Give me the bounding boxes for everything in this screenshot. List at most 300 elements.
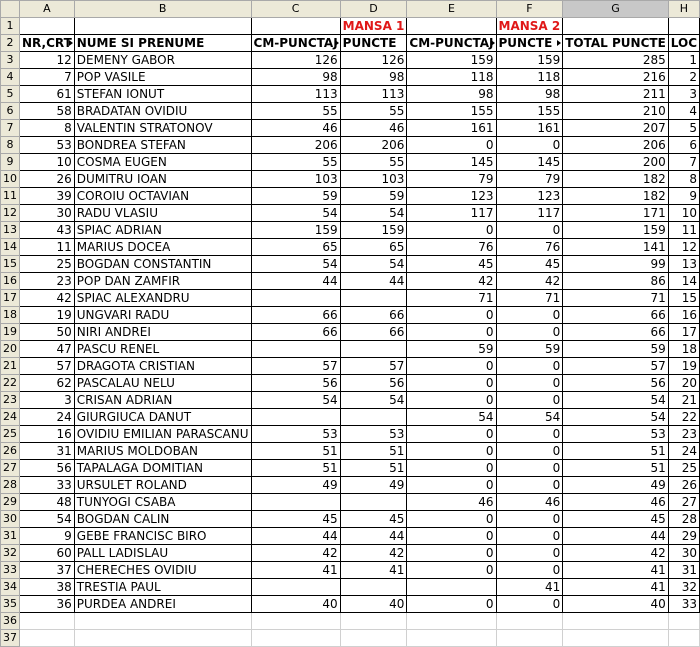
row-header[interactable]: 30 xyxy=(1,511,20,528)
cell-name[interactable]: BOGDAN CALIN xyxy=(74,511,251,528)
cell-puncte-1[interactable]: 55 xyxy=(340,154,407,171)
row-header[interactable]: 13 xyxy=(1,222,20,239)
cell-name[interactable]: TUNYOGI CSABA xyxy=(74,494,251,511)
cell-loc[interactable]: 12 xyxy=(668,239,699,256)
cell-loc[interactable]: 15 xyxy=(668,290,699,307)
cell-total-puncte[interactable]: 211 xyxy=(563,86,669,103)
cell-cm-punctaj-2[interactable]: 0 xyxy=(407,528,496,545)
cell-cm-punctaj-2[interactable]: 79 xyxy=(407,171,496,188)
row-header[interactable]: 34 xyxy=(1,579,20,596)
mansa2-label[interactable]: MANSA 2 xyxy=(496,18,563,35)
cell-nr[interactable]: 57 xyxy=(20,358,75,375)
cell-h1[interactable] xyxy=(668,18,699,35)
empty-cell[interactable] xyxy=(496,630,563,647)
cell-nr[interactable]: 25 xyxy=(20,256,75,273)
cell-cm-punctaj-2[interactable]: 76 xyxy=(407,239,496,256)
cell-total-puncte[interactable]: 40 xyxy=(563,596,669,613)
cell-nr[interactable]: 26 xyxy=(20,171,75,188)
cell-cm-punctaj-1[interactable]: 126 xyxy=(251,52,340,69)
cell-cm-punctaj-1[interactable]: 59 xyxy=(251,188,340,205)
cell-puncte-1[interactable]: 113 xyxy=(340,86,407,103)
cell-total-puncte[interactable]: 57 xyxy=(563,358,669,375)
cell-cm-punctaj-1[interactable]: 46 xyxy=(251,120,340,137)
header-puncte-1[interactable]: PUNCTE xyxy=(340,35,407,52)
cell-loc[interactable]: 7 xyxy=(668,154,699,171)
cell-cm-punctaj-1[interactable] xyxy=(251,409,340,426)
cell-nr[interactable]: 47 xyxy=(20,341,75,358)
cell-nr[interactable]: 38 xyxy=(20,579,75,596)
cell-nr[interactable]: 60 xyxy=(20,545,75,562)
cell-nr[interactable]: 56 xyxy=(20,460,75,477)
cell-puncte-1[interactable]: 49 xyxy=(340,477,407,494)
cell-nr[interactable]: 62 xyxy=(20,375,75,392)
cell-nr[interactable]: 9 xyxy=(20,528,75,545)
cell-puncte-2[interactable]: 0 xyxy=(496,222,563,239)
empty-cell[interactable] xyxy=(563,613,669,630)
column-header-b[interactable]: B xyxy=(74,1,251,18)
column-header-e[interactable]: E xyxy=(407,1,496,18)
header-loc[interactable]: LOC xyxy=(668,35,699,52)
cell-loc[interactable]: 13 xyxy=(668,256,699,273)
cell-nr[interactable]: 50 xyxy=(20,324,75,341)
cell-cm-punctaj-1[interactable]: 40 xyxy=(251,596,340,613)
row-header[interactable]: 26 xyxy=(1,443,20,460)
cell-loc[interactable]: 27 xyxy=(668,494,699,511)
cell-cm-punctaj-2[interactable]: 0 xyxy=(407,477,496,494)
cell-name[interactable]: PALL LADISLAU xyxy=(74,545,251,562)
cell-puncte-2[interactable]: 155 xyxy=(496,103,563,120)
cell-cm-punctaj-1[interactable]: 65 xyxy=(251,239,340,256)
row-header[interactable]: 10 xyxy=(1,171,20,188)
cell-total-puncte[interactable]: 159 xyxy=(563,222,669,239)
cell-cm-punctaj-1[interactable]: 45 xyxy=(251,511,340,528)
cell-nr[interactable]: 12 xyxy=(20,52,75,69)
cell-puncte-2[interactable]: 0 xyxy=(496,443,563,460)
cell-nr[interactable]: 36 xyxy=(20,596,75,613)
cell-nr[interactable]: 61 xyxy=(20,86,75,103)
cell-total-puncte[interactable]: 141 xyxy=(563,239,669,256)
empty-cell[interactable] xyxy=(251,613,340,630)
cell-loc[interactable]: 6 xyxy=(668,137,699,154)
cell-puncte-2[interactable]: 159 xyxy=(496,52,563,69)
cell-total-puncte[interactable]: 41 xyxy=(563,562,669,579)
cell-puncte-2[interactable]: 98 xyxy=(496,86,563,103)
cell-nr[interactable]: 3 xyxy=(20,392,75,409)
cell-loc[interactable]: 10 xyxy=(668,205,699,222)
row-header[interactable]: 14 xyxy=(1,239,20,256)
cell-total-puncte[interactable]: 53 xyxy=(563,426,669,443)
cell-name[interactable]: POP DAN ZAMFIR xyxy=(74,273,251,290)
cell-name[interactable]: COROIU OCTAVIAN xyxy=(74,188,251,205)
cell-puncte-2[interactable]: 123 xyxy=(496,188,563,205)
cell-cm-punctaj-1[interactable]: 51 xyxy=(251,443,340,460)
row-header[interactable]: 37 xyxy=(1,630,20,647)
cell-cm-punctaj-2[interactable]: 0 xyxy=(407,375,496,392)
cell-nr[interactable]: 24 xyxy=(20,409,75,426)
cell-cm-punctaj-1[interactable]: 53 xyxy=(251,426,340,443)
cell-puncte-2[interactable]: 42 xyxy=(496,273,563,290)
cell-total-puncte[interactable]: 182 xyxy=(563,171,669,188)
cell-cm-punctaj-2[interactable]: 118 xyxy=(407,69,496,86)
cell-name[interactable]: RADU VLASIU xyxy=(74,205,251,222)
cell-cm-punctaj-1[interactable]: 54 xyxy=(251,392,340,409)
cell-cm-punctaj-1[interactable]: 57 xyxy=(251,358,340,375)
cell-cm-punctaj-2[interactable]: 0 xyxy=(407,307,496,324)
row-header[interactable]: 28 xyxy=(1,477,20,494)
cell-loc[interactable]: 20 xyxy=(668,375,699,392)
cell-total-puncte[interactable]: 41 xyxy=(563,579,669,596)
cell-puncte-2[interactable]: 79 xyxy=(496,171,563,188)
cell-puncte-1[interactable]: 45 xyxy=(340,511,407,528)
cell-puncte-1[interactable]: 54 xyxy=(340,256,407,273)
cell-cm-punctaj-2[interactable]: 0 xyxy=(407,324,496,341)
row-header[interactable]: 15 xyxy=(1,256,20,273)
cell-puncte-1[interactable]: 103 xyxy=(340,171,407,188)
cell-loc[interactable]: 32 xyxy=(668,579,699,596)
row-header[interactable]: 17 xyxy=(1,290,20,307)
cell-loc[interactable]: 2 xyxy=(668,69,699,86)
cell-total-puncte[interactable]: 66 xyxy=(563,324,669,341)
row-header[interactable]: 20 xyxy=(1,341,20,358)
cell-loc[interactable]: 18 xyxy=(668,341,699,358)
cell-puncte-2[interactable]: 46 xyxy=(496,494,563,511)
cell-cm-punctaj-2[interactable]: 123 xyxy=(407,188,496,205)
cell-puncte-2[interactable]: 0 xyxy=(496,460,563,477)
cell-name[interactable]: PASCU RENEL xyxy=(74,341,251,358)
cell-puncte-2[interactable]: 145 xyxy=(496,154,563,171)
cell-nr[interactable]: 31 xyxy=(20,443,75,460)
cell-cm-punctaj-2[interactable]: 155 xyxy=(407,103,496,120)
cell-nr[interactable]: 33 xyxy=(20,477,75,494)
row-header[interactable]: 3 xyxy=(1,52,20,69)
cell-puncte-1[interactable]: 40 xyxy=(340,596,407,613)
cell-nr[interactable]: 19 xyxy=(20,307,75,324)
cell-total-puncte[interactable]: 56 xyxy=(563,375,669,392)
cell-loc[interactable]: 9 xyxy=(668,188,699,205)
cell-cm-punctaj-1[interactable]: 55 xyxy=(251,154,340,171)
cell-nr[interactable]: 37 xyxy=(20,562,75,579)
cell-total-puncte[interactable]: 59 xyxy=(563,341,669,358)
cell-cm-punctaj-2[interactable]: 42 xyxy=(407,273,496,290)
cell-nr[interactable]: 42 xyxy=(20,290,75,307)
cell-cm-punctaj-2[interactable]: 0 xyxy=(407,392,496,409)
cell-puncte-1[interactable] xyxy=(340,290,407,307)
row-header[interactable]: 11 xyxy=(1,188,20,205)
cell-cm-punctaj-2[interactable]: 161 xyxy=(407,120,496,137)
cell-cm-punctaj-1[interactable]: 113 xyxy=(251,86,340,103)
row-header[interactable]: 12 xyxy=(1,205,20,222)
cell-puncte-2[interactable]: 0 xyxy=(496,307,563,324)
cell-loc[interactable]: 30 xyxy=(668,545,699,562)
cell-loc[interactable]: 31 xyxy=(668,562,699,579)
cell-cm-punctaj-2[interactable]: 145 xyxy=(407,154,496,171)
cell-name[interactable]: BRADATAN OVIDIU xyxy=(74,103,251,120)
cell-loc[interactable]: 19 xyxy=(668,358,699,375)
cell-loc[interactable]: 23 xyxy=(668,426,699,443)
cell-puncte-1[interactable]: 56 xyxy=(340,375,407,392)
cell-cm-punctaj-1[interactable] xyxy=(251,341,340,358)
cell-nr[interactable]: 48 xyxy=(20,494,75,511)
cell-puncte-1[interactable]: 44 xyxy=(340,273,407,290)
cell-name[interactable]: MARIUS DOCEA xyxy=(74,239,251,256)
cell-total-puncte[interactable]: 285 xyxy=(563,52,669,69)
row-header[interactable]: 33 xyxy=(1,562,20,579)
row-header[interactable]: 25 xyxy=(1,426,20,443)
cell-puncte-1[interactable] xyxy=(340,341,407,358)
row-header[interactable]: 22 xyxy=(1,375,20,392)
cell-cm-punctaj-1[interactable]: 42 xyxy=(251,545,340,562)
cell-puncte-1[interactable]: 41 xyxy=(340,562,407,579)
cell-total-puncte[interactable]: 210 xyxy=(563,103,669,120)
cell-cm-punctaj-1[interactable]: 56 xyxy=(251,375,340,392)
empty-cell[interactable] xyxy=(20,613,75,630)
cell-puncte-2[interactable]: 117 xyxy=(496,205,563,222)
cell-puncte-2[interactable]: 45 xyxy=(496,256,563,273)
cell-cm-punctaj-2[interactable]: 71 xyxy=(407,290,496,307)
cell-cm-punctaj-2[interactable]: 0 xyxy=(407,596,496,613)
empty-cell[interactable] xyxy=(496,613,563,630)
cell-name[interactable]: POP VASILE xyxy=(74,69,251,86)
row-header[interactable]: 24 xyxy=(1,409,20,426)
mansa1-label[interactable]: MANSA 1 xyxy=(340,18,407,35)
row-header[interactable]: 36 xyxy=(1,613,20,630)
cell-name[interactable]: CRISAN ADRIAN xyxy=(74,392,251,409)
column-header-c[interactable]: C xyxy=(251,1,340,18)
cell-total-puncte[interactable]: 66 xyxy=(563,307,669,324)
cell-name[interactable]: SPIAC ALEXANDRU xyxy=(74,290,251,307)
column-header-d[interactable]: D xyxy=(340,1,407,18)
cell-cm-punctaj-1[interactable]: 44 xyxy=(251,273,340,290)
cell-name[interactable]: NIRI ANDREI xyxy=(74,324,251,341)
row-header[interactable]: 1 xyxy=(1,18,20,35)
cell-puncte-1[interactable]: 51 xyxy=(340,443,407,460)
cell-puncte-2[interactable]: 0 xyxy=(496,375,563,392)
cell-total-puncte[interactable]: 86 xyxy=(563,273,669,290)
cell-puncte-2[interactable]: 0 xyxy=(496,392,563,409)
cell-name[interactable]: GEBE FRANCISC BIRO xyxy=(74,528,251,545)
cell-puncte-2[interactable]: 0 xyxy=(496,596,563,613)
cell-cm-punctaj-2[interactable] xyxy=(407,579,496,596)
header-nr-crt[interactable]: NR,CRT xyxy=(20,35,75,52)
cell-name[interactable]: DRAGOTA CRISTIAN xyxy=(74,358,251,375)
cell-puncte-1[interactable]: 126 xyxy=(340,52,407,69)
cell-cm-punctaj-2[interactable]: 0 xyxy=(407,426,496,443)
cell-loc[interactable]: 3 xyxy=(668,86,699,103)
cell-puncte-1[interactable]: 98 xyxy=(340,69,407,86)
cell-cm-punctaj-1[interactable]: 206 xyxy=(251,137,340,154)
row-header[interactable]: 32 xyxy=(1,545,20,562)
cell-puncte-2[interactable]: 118 xyxy=(496,69,563,86)
cell-cm-punctaj-2[interactable]: 59 xyxy=(407,341,496,358)
cell-total-puncte[interactable]: 182 xyxy=(563,188,669,205)
cell-puncte-1[interactable]: 206 xyxy=(340,137,407,154)
cell-name[interactable]: VALENTIN STRATONOV xyxy=(74,120,251,137)
cell-loc[interactable]: 4 xyxy=(668,103,699,120)
row-header[interactable]: 4 xyxy=(1,69,20,86)
cell-puncte-1[interactable]: 46 xyxy=(340,120,407,137)
cell-total-puncte[interactable]: 216 xyxy=(563,69,669,86)
cell-puncte-2[interactable]: 0 xyxy=(496,545,563,562)
cell-puncte-1[interactable]: 66 xyxy=(340,307,407,324)
cell-puncte-2[interactable]: 0 xyxy=(496,477,563,494)
cell-cm-punctaj-2[interactable]: 117 xyxy=(407,205,496,222)
cell-puncte-2[interactable]: 0 xyxy=(496,426,563,443)
cell-cm-punctaj-1[interactable] xyxy=(251,494,340,511)
cell-puncte-1[interactable]: 54 xyxy=(340,392,407,409)
cell-total-puncte[interactable]: 99 xyxy=(563,256,669,273)
cell-cm-punctaj-2[interactable]: 0 xyxy=(407,562,496,579)
cell-puncte-2[interactable]: 0 xyxy=(496,324,563,341)
cell-total-puncte[interactable]: 200 xyxy=(563,154,669,171)
cell-name[interactable]: MARIUS MOLDOBAN xyxy=(74,443,251,460)
cell-loc[interactable]: 17 xyxy=(668,324,699,341)
cell-loc[interactable]: 11 xyxy=(668,222,699,239)
row-header[interactable]: 16 xyxy=(1,273,20,290)
cell-nr[interactable]: 58 xyxy=(20,103,75,120)
cell-loc[interactable]: 29 xyxy=(668,528,699,545)
cell-loc[interactable]: 33 xyxy=(668,596,699,613)
cell-puncte-2[interactable]: 41 xyxy=(496,579,563,596)
empty-cell[interactable] xyxy=(668,613,699,630)
cell-name[interactable]: SPIAC ADRIAN xyxy=(74,222,251,239)
cell-puncte-1[interactable]: 42 xyxy=(340,545,407,562)
cell-total-puncte[interactable]: 54 xyxy=(563,409,669,426)
cell-cm-punctaj-1[interactable]: 66 xyxy=(251,307,340,324)
cell-cm-punctaj-2[interactable]: 54 xyxy=(407,409,496,426)
cell-nr[interactable]: 10 xyxy=(20,154,75,171)
cell-puncte-1[interactable]: 66 xyxy=(340,324,407,341)
empty-cell[interactable] xyxy=(340,630,407,647)
empty-cell[interactable] xyxy=(563,630,669,647)
cell-cm-punctaj-2[interactable]: 0 xyxy=(407,460,496,477)
cell-total-puncte[interactable]: 49 xyxy=(563,477,669,494)
cell-puncte-2[interactable]: 0 xyxy=(496,528,563,545)
empty-cell[interactable] xyxy=(407,630,496,647)
cell-loc[interactable]: 8 xyxy=(668,171,699,188)
cell-name[interactable]: DUMITRU IOAN xyxy=(74,171,251,188)
cell-puncte-1[interactable]: 53 xyxy=(340,426,407,443)
column-header-f[interactable]: F xyxy=(496,1,563,18)
cell-puncte-1[interactable] xyxy=(340,409,407,426)
cell-total-puncte[interactable]: 51 xyxy=(563,443,669,460)
row-header[interactable]: 2 xyxy=(1,35,20,52)
cell-loc[interactable]: 25 xyxy=(668,460,699,477)
cell-a1[interactable] xyxy=(20,18,75,35)
cell-cm-punctaj-2[interactable]: 159 xyxy=(407,52,496,69)
row-header[interactable]: 8 xyxy=(1,137,20,154)
cell-cm-punctaj-2[interactable]: 0 xyxy=(407,511,496,528)
cell-loc[interactable]: 24 xyxy=(668,443,699,460)
column-header-a[interactable]: A xyxy=(20,1,75,18)
cell-loc[interactable]: 1 xyxy=(668,52,699,69)
row-header[interactable]: 6 xyxy=(1,103,20,120)
cell-total-puncte[interactable]: 45 xyxy=(563,511,669,528)
cell-nr[interactable]: 53 xyxy=(20,137,75,154)
cell-puncte-2[interactable]: 0 xyxy=(496,137,563,154)
cell-cm-punctaj-1[interactable] xyxy=(251,290,340,307)
cell-cm-punctaj-1[interactable]: 44 xyxy=(251,528,340,545)
cell-cm-punctaj-1[interactable]: 66 xyxy=(251,324,340,341)
cell-name[interactable]: PURDEA ANDREI xyxy=(74,596,251,613)
cell-total-puncte[interactable]: 171 xyxy=(563,205,669,222)
empty-cell[interactable] xyxy=(340,613,407,630)
cell-loc[interactable]: 16 xyxy=(668,307,699,324)
cell-cm-punctaj-2[interactable]: 46 xyxy=(407,494,496,511)
cell-cm-punctaj-2[interactable]: 0 xyxy=(407,137,496,154)
cell-name[interactable]: TAPALAGA DOMITIAN xyxy=(74,460,251,477)
cell-loc[interactable]: 14 xyxy=(668,273,699,290)
cell-cm-punctaj-1[interactable]: 41 xyxy=(251,562,340,579)
column-header-g[interactable]: G xyxy=(563,1,669,18)
cell-total-puncte[interactable]: 207 xyxy=(563,120,669,137)
cell-nr[interactable]: 30 xyxy=(20,205,75,222)
cell-cm-punctaj-1[interactable]: 51 xyxy=(251,460,340,477)
row-header[interactable]: 23 xyxy=(1,392,20,409)
cell-nr[interactable]: 8 xyxy=(20,120,75,137)
cell-puncte-2[interactable]: 0 xyxy=(496,562,563,579)
row-header[interactable]: 19 xyxy=(1,324,20,341)
cell-cm-punctaj-2[interactable]: 98 xyxy=(407,86,496,103)
empty-cell[interactable] xyxy=(407,613,496,630)
cell-total-puncte[interactable]: 51 xyxy=(563,460,669,477)
cell-loc[interactable]: 26 xyxy=(668,477,699,494)
cell-name[interactable]: BOGDAN CONSTANTIN xyxy=(74,256,251,273)
cell-name[interactable]: CHERECHES OVIDIU xyxy=(74,562,251,579)
cell-nr[interactable]: 23 xyxy=(20,273,75,290)
cell-cm-punctaj-1[interactable]: 103 xyxy=(251,171,340,188)
cell-nr[interactable]: 7 xyxy=(20,69,75,86)
select-all-corner[interactable] xyxy=(1,1,20,18)
cell-name[interactable]: URSULET ROLAND xyxy=(74,477,251,494)
cell-loc[interactable]: 22 xyxy=(668,409,699,426)
cell-cm-punctaj-2[interactable]: 0 xyxy=(407,222,496,239)
cell-cm-punctaj-1[interactable] xyxy=(251,579,340,596)
cell-total-puncte[interactable]: 54 xyxy=(563,392,669,409)
column-header-h[interactable]: H xyxy=(668,1,699,18)
cell-cm-punctaj-1[interactable]: 54 xyxy=(251,256,340,273)
row-header[interactable]: 21 xyxy=(1,358,20,375)
row-header[interactable]: 5 xyxy=(1,86,20,103)
cell-total-puncte[interactable]: 206 xyxy=(563,137,669,154)
cell-puncte-2[interactable]: 0 xyxy=(496,511,563,528)
cell-cm-punctaj-2[interactable]: 0 xyxy=(407,443,496,460)
row-header[interactable]: 18 xyxy=(1,307,20,324)
cell-total-puncte[interactable]: 46 xyxy=(563,494,669,511)
row-header[interactable]: 35 xyxy=(1,596,20,613)
cell-puncte-2[interactable]: 59 xyxy=(496,341,563,358)
cell-puncte-1[interactable]: 54 xyxy=(340,205,407,222)
cell-puncte-1[interactable]: 51 xyxy=(340,460,407,477)
cell-cm-punctaj-1[interactable]: 54 xyxy=(251,205,340,222)
header-cm-punctaj-1[interactable]: CM-PUNCTAJ xyxy=(251,35,340,52)
empty-cell[interactable] xyxy=(74,630,251,647)
cell-puncte-1[interactable]: 57 xyxy=(340,358,407,375)
row-header[interactable]: 29 xyxy=(1,494,20,511)
cell-nr[interactable]: 16 xyxy=(20,426,75,443)
cell-cm-punctaj-1[interactable]: 49 xyxy=(251,477,340,494)
cell-loc[interactable]: 5 xyxy=(668,120,699,137)
cell-puncte-2[interactable]: 161 xyxy=(496,120,563,137)
cell-name[interactable]: DEMENY GABOR xyxy=(74,52,251,69)
cell-cm-punctaj-2[interactable]: 0 xyxy=(407,545,496,562)
empty-cell[interactable] xyxy=(74,613,251,630)
row-header[interactable]: 27 xyxy=(1,460,20,477)
header-total-puncte[interactable]: TOTAL PUNCTE xyxy=(563,35,669,52)
cell-name[interactable]: PASCALAU NELU xyxy=(74,375,251,392)
cell-name[interactable]: UNGVARI RADU xyxy=(74,307,251,324)
cell-name[interactable]: BONDREA STEFAN xyxy=(74,137,251,154)
cell-total-puncte[interactable]: 44 xyxy=(563,528,669,545)
